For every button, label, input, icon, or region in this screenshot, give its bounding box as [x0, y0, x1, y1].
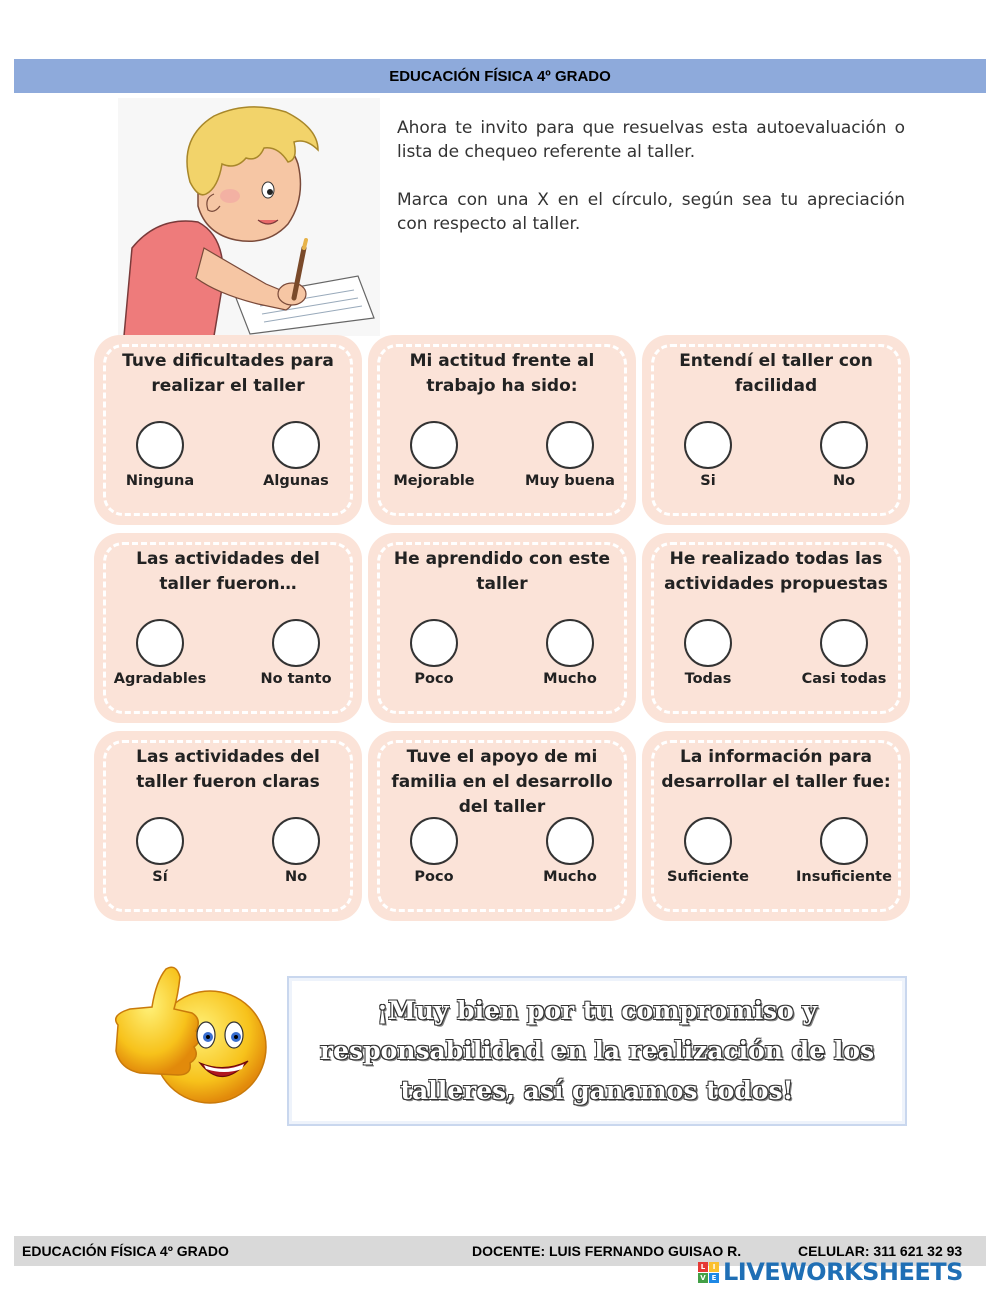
- question-text: Entendí el taller con facilidad: [679, 351, 873, 396]
- option-label: Poco: [414, 671, 454, 687]
- answer-circle[interactable]: [410, 619, 458, 667]
- option-label: Sí: [152, 869, 168, 885]
- liveworksheets-watermark: [698, 1257, 996, 1287]
- option: [648, 619, 768, 689]
- answer-circle[interactable]: [272, 619, 320, 667]
- answer-circle[interactable]: [272, 421, 320, 469]
- option: [374, 421, 494, 491]
- option: [648, 421, 768, 491]
- footer-phone: CELULAR: 311 621 32 93: [798, 1243, 963, 1259]
- option-label: Ninguna: [125, 473, 195, 489]
- question-text: Mi actitud frente al trabajo ha sido:: [409, 351, 595, 396]
- question-text: He aprendido con este taller: [393, 549, 611, 594]
- option: [648, 817, 768, 887]
- motivational-message-box: [287, 976, 907, 1126]
- question-text: La información para desarrollar el taller fue:: [661, 747, 891, 792]
- option: [374, 619, 494, 689]
- motivational-message: ¡Muy bien por tu compromiso y responsabilidad en la realización de los talleres, así ganamos todos!: [319, 996, 875, 1105]
- option: [510, 619, 630, 689]
- option: [100, 421, 220, 491]
- option-label: Muy buena: [525, 473, 615, 489]
- question-card-7: [94, 731, 362, 921]
- option-label: Poco: [414, 869, 454, 885]
- option-label: Mejorable: [393, 473, 475, 489]
- logo-letter: V: [698, 1273, 708, 1283]
- answer-circle[interactable]: [272, 817, 320, 865]
- answer-circle[interactable]: [684, 619, 732, 667]
- question-card-3: [642, 335, 910, 525]
- option: [236, 817, 356, 887]
- answer-circle[interactable]: [410, 421, 458, 469]
- answer-circle[interactable]: [684, 421, 732, 469]
- question-card-5: [368, 533, 636, 723]
- answer-circle[interactable]: [136, 817, 184, 865]
- question-text: Las actividades del taller fueron claras: [136, 747, 320, 792]
- question-text: He realizado todas las actividades propuestas: [664, 549, 888, 594]
- option: [374, 817, 494, 887]
- question-card-8: [368, 731, 636, 921]
- header-title: EDUCACIÓN FÍSICA 4º GRADO: [389, 67, 611, 85]
- thumbs-up-smiley-icon: [100, 955, 270, 1115]
- option: [510, 421, 630, 491]
- answer-circle[interactable]: [820, 817, 868, 865]
- answer-circle[interactable]: [820, 421, 868, 469]
- option-label: No tanto: [260, 671, 332, 687]
- header-bar: [14, 59, 986, 93]
- boy-writing-illustration: [118, 98, 380, 336]
- answer-circle[interactable]: [410, 817, 458, 865]
- question-card-2: [368, 335, 636, 525]
- answer-circle[interactable]: [684, 817, 732, 865]
- logo-letter: E: [709, 1273, 719, 1283]
- question-card-6: [642, 533, 910, 723]
- option-label: Insuficiente: [796, 869, 892, 885]
- option: [510, 817, 630, 887]
- option: [784, 421, 904, 491]
- footer-teacher: DOCENTE: LUIS FERNANDO GUISAO R.: [472, 1243, 742, 1259]
- answer-circle[interactable]: [546, 817, 594, 865]
- footer-subject: EDUCACIÓN FÍSICA 4º GRADO: [22, 1243, 229, 1259]
- answer-circle[interactable]: [136, 619, 184, 667]
- question-text: Tuve el apoyo de mi familia en el desarrollo del taller: [391, 747, 613, 817]
- option: [784, 619, 904, 689]
- question-card-4: [94, 533, 362, 723]
- option: [784, 817, 904, 887]
- option-label: Mucho: [543, 869, 597, 885]
- question-text: Tuve dificultades para realizar el taller: [122, 351, 334, 396]
- option-label: Mucho: [543, 671, 597, 687]
- option-label: Agradables: [113, 671, 207, 687]
- option-label: Todas: [684, 671, 732, 687]
- option: [100, 817, 220, 887]
- question-text: Las actividades del taller fueron…: [136, 549, 320, 594]
- option-label: Si: [700, 473, 716, 489]
- option-label: Casi todas: [801, 671, 887, 687]
- option: [100, 619, 220, 689]
- answer-circle[interactable]: [546, 421, 594, 469]
- option-label: Suficiente: [666, 869, 749, 885]
- option-label: No: [284, 869, 308, 885]
- answer-circle[interactable]: [136, 421, 184, 469]
- question-card-9: [642, 731, 910, 921]
- question-card-1: [94, 335, 362, 525]
- option: [236, 421, 356, 491]
- option: [236, 619, 356, 689]
- logo-letter: L: [698, 1262, 708, 1272]
- liveworksheets-logo-icon: [698, 1262, 719, 1283]
- answer-circle[interactable]: [546, 619, 594, 667]
- option-label: Algunas: [263, 473, 329, 489]
- intro-paragraph-1: Ahora te invito para que resuelvas esta autoevaluación o lista de chequeo referente al taller.: [397, 118, 905, 162]
- answer-circle[interactable]: [820, 619, 868, 667]
- logo-letter: I: [709, 1262, 719, 1272]
- intro-text: [397, 116, 905, 260]
- intro-paragraph-2: Marca con una X en el círculo, según sea tu apreciación con respecto al taller.: [397, 190, 905, 234]
- option-label: No: [832, 473, 856, 489]
- liveworksheets-brand: LIVEWORKSHEETS: [723, 1258, 963, 1286]
